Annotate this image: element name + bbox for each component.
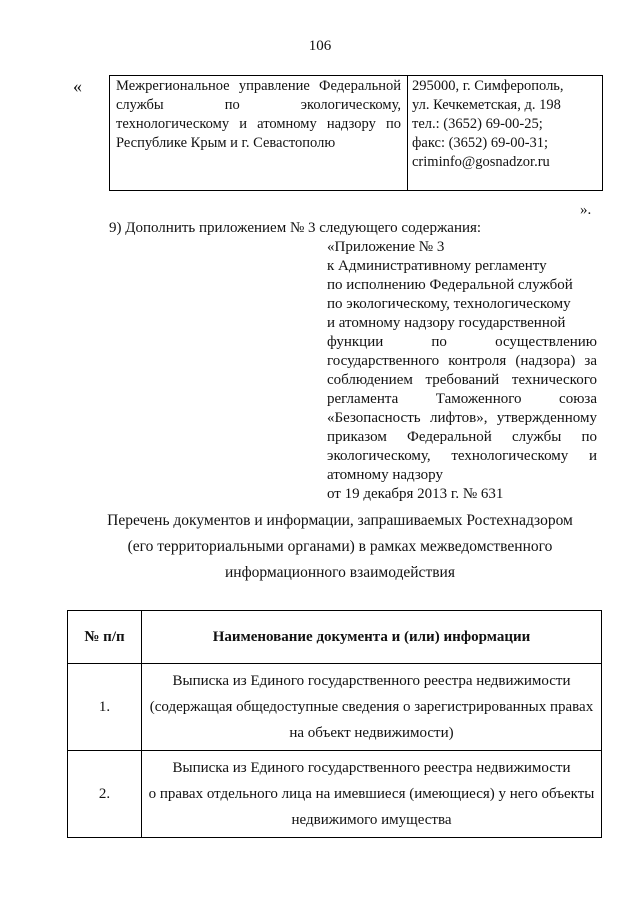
office-contacts-cell (408, 76, 603, 191)
document-name-line: Выписка из Единого государственного реестра недвижимости (172, 760, 571, 776)
heading-line: Перечень документов и информации, запрашиваемых Ростехнадзором (107, 512, 573, 529)
appendix-line: регламента Таможенного союза (327, 391, 597, 407)
appendix-line: к Административному регламенту (327, 258, 547, 274)
table-row (68, 664, 602, 751)
document-name-line: о правах отдельного лица на имевшиеся (имеющиеся) у него объекты (148, 786, 595, 802)
page-number: 106 (308, 38, 332, 54)
appendix-reference-block (327, 257, 597, 504)
appendix-title: «Приложение № 3 (327, 239, 445, 255)
column-header-document-name: Наименование документа и (или) информации (142, 611, 602, 664)
appendix-line: атомному надзору (327, 467, 443, 483)
row-number: 1. (68, 664, 142, 751)
appendix-line: соблюдением требований технического (327, 372, 597, 388)
appendix-line: по экологическому, технологическому (327, 296, 571, 312)
document-name-cell (142, 664, 602, 751)
document-name-line: на объект недвижимости) (289, 725, 454, 741)
heading-line: информационного взаимодействия (225, 564, 455, 581)
column-header-number: № п/п (68, 611, 142, 664)
office-email-line: criminfo@gosnadzor.ru (412, 154, 550, 170)
appendix-line: экологическому, технологическому и (327, 448, 597, 464)
document-list-heading (80, 508, 600, 586)
office-fax-line: факс: (3652) 69-00-31; (412, 135, 549, 151)
office-address-line: 295000, г. Симферополь, (412, 78, 564, 94)
appendix-line: приказом Федеральной службы по (327, 429, 597, 445)
closing-quote-mark: ». (580, 202, 592, 218)
appendix-line: государственного контроля (надзора) за (327, 353, 597, 369)
document-name-cell (142, 751, 602, 838)
table-row (110, 76, 603, 191)
office-phone-line: тел.: (3652) 69-00-25; (412, 116, 543, 132)
document-name-line: (содержащая общедоступные сведения о зарегистрированных правах (149, 699, 594, 715)
appendix-line: по исполнению Федеральной службой (327, 277, 573, 293)
regional-office-table (109, 75, 603, 191)
appendix-line: от 19 декабря 2013 г. № 631 (327, 486, 504, 502)
opening-quote-mark: « (73, 76, 82, 96)
appendix-line: и атомному надзору государственной (327, 315, 566, 331)
appendix-line: функции по осуществлению (327, 334, 597, 350)
table-row (68, 751, 602, 838)
appendix-line: «Безопасность лифтов», утвержденному (327, 410, 597, 426)
row-number: 2. (68, 751, 142, 838)
document-name-line: недвижимого имущества (291, 812, 452, 828)
amendment-item-9: 9) Дополнить приложением № 3 следующего содержания: (109, 220, 482, 236)
office-name-cell: Межрегиональное управление Федеральной службы по экологическому, технологическому и атомному надзору по Республике Крым и г. Севастополю (110, 76, 408, 191)
office-street-line: ул. Кечкеметская, д. 198 (412, 97, 561, 113)
heading-line: (его территориальными органами) в рамках межведомственного (127, 538, 553, 555)
table-header-row (68, 611, 602, 664)
documents-table (67, 610, 602, 838)
document-name-line: Выписка из Единого государственного реестра недвижимости (172, 673, 571, 689)
